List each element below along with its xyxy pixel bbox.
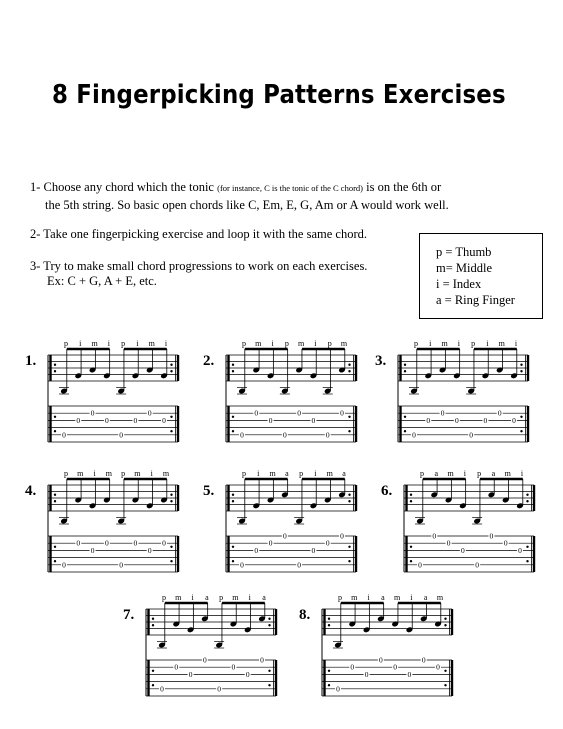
tab-fret-number: 0 <box>162 538 166 548</box>
finger-label: m <box>175 593 182 602</box>
finger-label: i <box>314 469 317 478</box>
repeat-dot <box>152 624 154 626</box>
tab-fret-number: 0 <box>268 538 273 548</box>
exercise-notation <box>296 593 456 697</box>
repeat-dot <box>410 500 412 502</box>
exercise-notation <box>378 469 538 573</box>
repeat-dot <box>170 416 172 418</box>
tab-fret-number: 0 <box>104 538 109 548</box>
repeat-dot <box>170 546 172 548</box>
finger-label: i <box>271 339 274 348</box>
tab-fret-number: 0 <box>325 430 330 440</box>
finger-label: p <box>420 469 424 478</box>
exercise-6 <box>378 469 538 573</box>
finger-label: p <box>64 469 68 478</box>
finger-label: i <box>257 469 260 478</box>
tab-fret-number: 0 <box>469 430 474 440</box>
repeat-dot <box>170 494 172 496</box>
repeat-dot <box>152 684 154 686</box>
finger-label: m <box>134 469 141 478</box>
finger-label: p <box>64 339 68 348</box>
repeat-dot <box>404 364 406 366</box>
tab-fret-number: 0 <box>446 538 451 548</box>
finger-label: i <box>93 469 96 478</box>
repeat-dot <box>348 546 350 548</box>
exercise-notation <box>200 469 360 573</box>
finger-label: a <box>205 593 209 602</box>
tab-fret-number: 0 <box>231 662 236 672</box>
repeat-dot <box>232 370 234 372</box>
instruction-2: 2- Take one fingerpicking exercise and loop it with the same chord. <box>30 227 367 241</box>
finger-label: m <box>441 339 448 348</box>
repeat-dot <box>348 560 350 562</box>
tab-fret-number: 0 <box>518 545 522 555</box>
repeat-dot <box>152 670 154 672</box>
repeat-dot <box>268 618 270 620</box>
repeat-dot <box>444 684 446 686</box>
exercise-number: 7. <box>123 607 135 623</box>
tab-fret-number: 0 <box>340 531 344 541</box>
tab-fret-number: 0 <box>378 655 383 665</box>
repeat-dot <box>170 370 172 372</box>
finger-label: m <box>351 593 358 602</box>
repeat-dot <box>348 364 350 366</box>
finger-label: m <box>77 469 84 478</box>
finger-label: i <box>463 469 466 478</box>
repeat-dot <box>232 494 234 496</box>
tab-fret-number: 0 <box>119 560 124 570</box>
exercise-notation <box>120 593 280 697</box>
legend-thumb: p = Thumb <box>436 245 492 259</box>
finger-label: p <box>471 339 476 348</box>
finger-label: m <box>232 593 239 602</box>
finger-label: i <box>457 339 460 348</box>
tab-fret-number: 0 <box>497 408 502 418</box>
repeat-dot <box>328 624 330 626</box>
instruction-1 <box>30 178 441 198</box>
instruction-1-text-b: is on the 6th or <box>363 180 442 194</box>
tab-fret-number: 0 <box>147 545 152 555</box>
tab-fret-number: 0 <box>440 408 445 418</box>
tab-fret-number: 0 <box>254 545 259 555</box>
finger-label: a <box>491 469 496 478</box>
finger-label: p <box>414 339 418 348</box>
finger-label: i <box>150 469 153 478</box>
repeat-dot <box>410 494 412 496</box>
tab-fret-number: 0 <box>254 408 259 418</box>
exercise-5 <box>200 469 360 573</box>
repeat-dot <box>348 494 350 496</box>
finger-label: i <box>191 593 194 602</box>
tab-fret-number: 0 <box>188 669 193 679</box>
repeat-dot <box>232 364 234 366</box>
finger-label: p <box>162 593 166 602</box>
exercise-notation <box>22 469 182 573</box>
repeat-dot <box>404 370 406 372</box>
finger-label: p <box>121 339 126 348</box>
finger-label: i <box>164 339 168 348</box>
repeat-dot <box>54 494 56 496</box>
repeat-dot <box>170 364 172 366</box>
finger-label: a <box>423 593 428 602</box>
tab-fret-number: 0 <box>76 415 81 425</box>
repeat-dot <box>170 560 172 562</box>
repeat-dot <box>526 560 528 562</box>
finger-label: i <box>314 339 317 348</box>
exercise-3 <box>372 339 532 443</box>
repeat-dot <box>268 624 270 626</box>
legend-ring: a = Ring Finger <box>436 293 515 307</box>
finger-label: p <box>338 593 342 602</box>
repeat-dot <box>232 416 234 418</box>
repeat-dot <box>170 500 172 502</box>
repeat-dot <box>444 670 446 672</box>
tab-fret-number: 0 <box>202 655 207 665</box>
tab-fret-number: 0 <box>475 560 480 570</box>
finger-label: a <box>285 469 289 478</box>
legend-middle: m= Middle <box>436 261 493 275</box>
repeat-dot <box>54 560 56 562</box>
tab-fret-number: 0 <box>407 669 412 679</box>
finger-label: a <box>381 593 385 602</box>
finger-label: m <box>436 593 444 602</box>
repeat-dot <box>232 430 234 432</box>
finger-label: p <box>242 339 246 348</box>
finger-label: i <box>429 339 432 348</box>
tab-fret-number: 0 <box>454 415 459 425</box>
exercise-4 <box>22 469 182 573</box>
finger-label: i <box>486 339 489 348</box>
finger-label: p <box>477 469 482 478</box>
finger-label: p <box>121 469 126 478</box>
repeat-dot <box>520 416 522 418</box>
repeat-dot <box>54 416 56 418</box>
finger-label: i <box>136 339 139 348</box>
tab-fret-number: 0 <box>350 662 355 672</box>
legend-index: i = Index <box>436 277 482 291</box>
finger-label: p <box>284 339 289 348</box>
repeat-dot <box>520 430 522 432</box>
repeat-dot <box>520 364 522 366</box>
repeat-dot <box>152 618 154 620</box>
finger-label: i <box>248 593 251 602</box>
finger-legend-box <box>419 233 543 319</box>
repeat-dot <box>348 370 350 372</box>
exercise-number: 3. <box>375 353 387 369</box>
tab-fret-number: 0 <box>76 538 81 548</box>
exercise-number: 4. <box>25 483 37 499</box>
tab-fret-number: 0 <box>489 531 494 541</box>
repeat-dot <box>328 618 330 620</box>
tab-fret-number: 0 <box>162 415 166 425</box>
repeat-dot <box>526 494 528 496</box>
repeat-dot <box>54 430 56 432</box>
repeat-dot <box>328 670 330 672</box>
tab-fret-number: 0 <box>240 560 244 570</box>
tab-fret-number: 0 <box>325 538 330 548</box>
tab-fret-number: 0 <box>133 415 138 425</box>
repeat-dot <box>268 684 270 686</box>
repeat-dot <box>526 500 528 502</box>
exercise-notation <box>200 339 360 443</box>
tab-fret-number: 0 <box>418 560 422 570</box>
tab-fret-number: 0 <box>336 684 340 694</box>
repeat-dot <box>232 500 234 502</box>
exercise-number: 6. <box>381 483 393 499</box>
finger-label: p <box>242 469 246 478</box>
tab-fret-number: 0 <box>460 545 465 555</box>
finger-label: p <box>219 593 224 602</box>
exercise-number: 5. <box>203 483 215 499</box>
finger-label: i <box>367 593 370 602</box>
repeat-dot <box>232 560 234 562</box>
exercise-7 <box>120 593 280 697</box>
tab-fret-number: 0 <box>412 430 416 440</box>
repeat-dot <box>410 546 412 548</box>
exercise-number: 1. <box>25 353 37 369</box>
finger-label: i <box>107 339 110 348</box>
finger-label: i <box>520 469 524 478</box>
finger-label: m <box>148 339 155 348</box>
instruction-1-text-a: 1- Choose any chord which the tonic <box>30 180 218 194</box>
repeat-dot <box>410 560 412 562</box>
repeat-dot <box>268 670 270 672</box>
repeat-dot <box>520 370 522 372</box>
finger-label: i <box>514 339 518 348</box>
finger-label: m <box>298 339 305 348</box>
tab-fret-number: 0 <box>297 408 302 418</box>
repeat-dot <box>404 430 406 432</box>
repeat-dot <box>444 618 446 620</box>
finger-label: m <box>326 469 333 478</box>
repeat-dot <box>526 546 528 548</box>
finger-label: a <box>434 469 439 478</box>
tab-fret-number: 0 <box>133 538 138 548</box>
tab-fret-number: 0 <box>364 669 369 679</box>
tab-fret-number: 0 <box>393 662 398 672</box>
finger-label: m <box>105 469 112 478</box>
repeat-dot <box>348 500 350 502</box>
instruction-3-example: Ex: C + G, A + E, etc. <box>47 274 157 288</box>
tab-fret-number: 0 <box>62 560 66 570</box>
tab-fret-number: 0 <box>119 430 124 440</box>
exercise-notation <box>22 339 182 443</box>
tab-fret-number: 0 <box>268 415 273 425</box>
repeat-dot <box>54 546 56 548</box>
tab-fret-number: 0 <box>160 684 164 694</box>
finger-label: m <box>255 339 262 348</box>
exercise-2 <box>200 339 360 443</box>
finger-label: i <box>410 593 413 602</box>
tab-fret-number: 0 <box>104 415 109 425</box>
finger-label: p <box>327 339 332 348</box>
tab-fret-number: 0 <box>260 655 264 665</box>
tab-fret-number: 0 <box>311 545 316 555</box>
finger-label: m <box>504 469 511 478</box>
tab-fret-number: 0 <box>421 655 426 665</box>
tab-fret-number: 0 <box>90 545 95 555</box>
tab-fret-number: 0 <box>282 430 287 440</box>
repeat-dot <box>170 430 172 432</box>
repeat-dot <box>444 624 446 626</box>
repeat-dot <box>348 416 350 418</box>
finger-label: a <box>262 593 266 602</box>
exercise-notation <box>372 339 532 443</box>
tab-fret-number: 0 <box>147 408 152 418</box>
instruction-1-line2: the 5th string. So basic open chords like C, Em, E, G, Am or A would work well. <box>45 198 449 212</box>
tab-fret-number: 0 <box>90 408 95 418</box>
tab-fret-number: 0 <box>62 430 66 440</box>
repeat-dot <box>232 546 234 548</box>
finger-label: m <box>91 339 98 348</box>
tab-fret-number: 0 <box>174 662 179 672</box>
exercise-1 <box>22 339 182 443</box>
repeat-dot <box>404 416 406 418</box>
repeat-dot <box>54 370 56 372</box>
finger-label: m <box>394 593 401 602</box>
repeat-dot <box>348 430 350 432</box>
finger-label: m <box>498 339 505 348</box>
tab-fret-number: 0 <box>297 560 302 570</box>
finger-label: m <box>269 469 276 478</box>
finger-label: p <box>299 469 304 478</box>
tab-fret-number: 0 <box>282 531 287 541</box>
tab-fret-number: 0 <box>436 662 440 672</box>
instruction-1-note: (for instance, C is the tonic of the C chord) <box>217 183 363 193</box>
exercise-8 <box>296 593 456 697</box>
finger-label: a <box>342 469 346 478</box>
tab-fret-number: 0 <box>426 415 431 425</box>
tab-fret-number: 0 <box>245 669 250 679</box>
tab-fret-number: 0 <box>217 684 222 694</box>
repeat-dot <box>54 364 56 366</box>
instruction-3: 3- Try to make small chord progressions to work on each exercises. <box>30 259 368 273</box>
tab-fret-number: 0 <box>240 430 244 440</box>
repeat-dot <box>54 500 56 502</box>
tab-fret-number: 0 <box>483 415 488 425</box>
finger-label: i <box>79 339 82 348</box>
tab-fret-number: 0 <box>503 538 508 548</box>
tab-fret-number: 0 <box>512 415 516 425</box>
finger-label: m <box>340 339 348 348</box>
exercise-number: 8. <box>299 607 311 623</box>
page-title: 8 Fingerpicking Patterns Exercises <box>52 80 506 110</box>
finger-label: m <box>162 469 170 478</box>
finger-label: m <box>447 469 454 478</box>
repeat-dot <box>328 684 330 686</box>
tab-fret-number: 0 <box>311 415 316 425</box>
tab-fret-number: 0 <box>432 531 437 541</box>
tab-fret-number: 0 <box>340 408 344 418</box>
exercise-number: 2. <box>203 353 215 369</box>
